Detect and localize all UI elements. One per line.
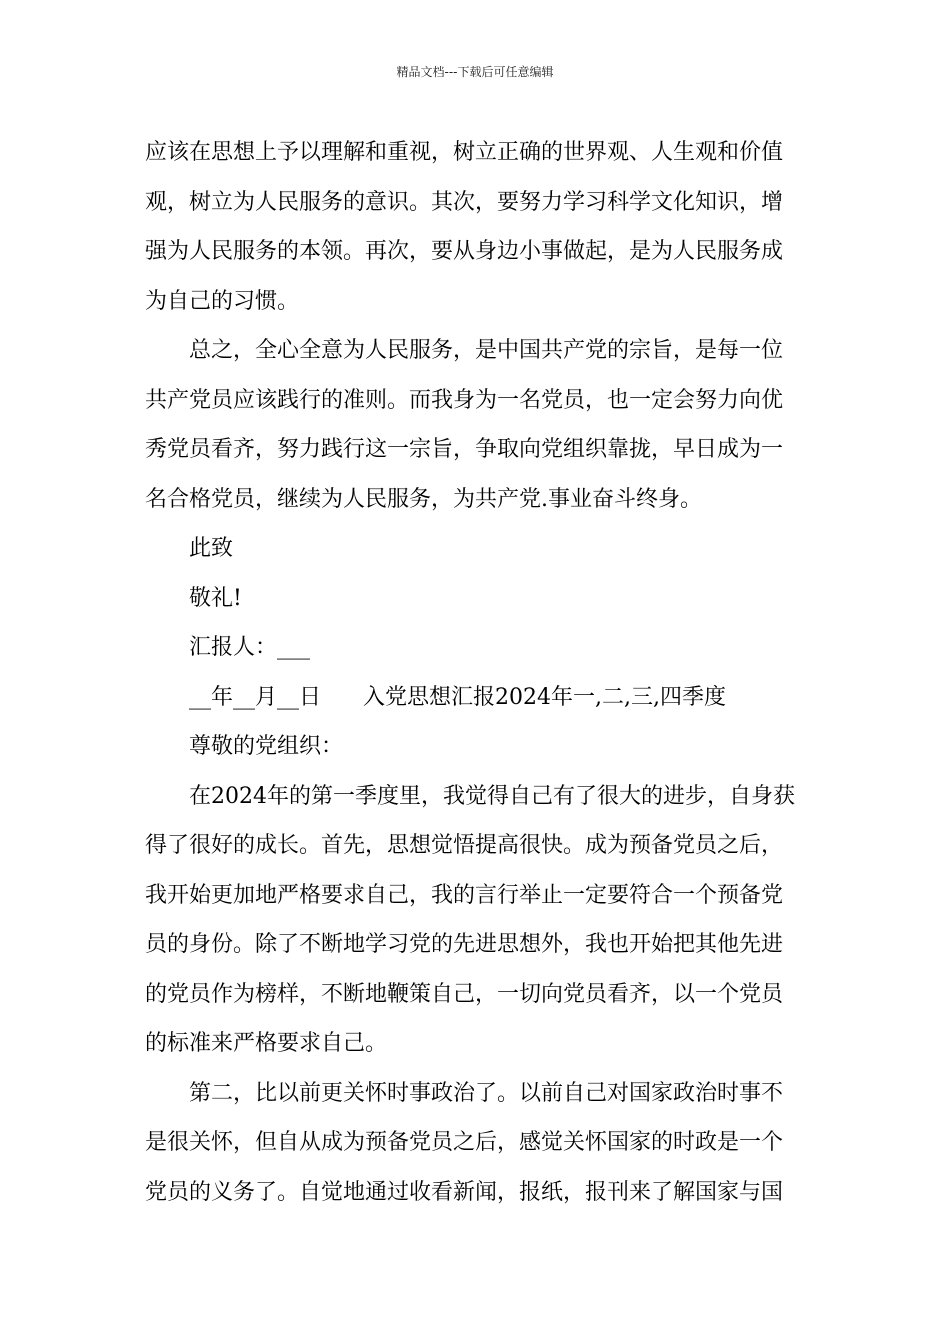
text-line: 员的身份。除了不断地学习党的先进思想外，我也开始把其他先进 [145, 932, 784, 957]
text-line: 秀党员看齐，努力践行这一宗旨，争取向党组织靠拢，早日成为一 [145, 437, 784, 462]
date-placeholder: __年__月__日 [189, 684, 322, 710]
text-line: 我开始更加地严格要求自己，我的言行举止一定要符合一个预备党 [145, 882, 784, 908]
page-header: 精品文档---下载后可任意编辑 [396, 65, 554, 79]
text-line: 在2024年的第一季度里，我觉得自己有了很大的进步，自身获 [189, 783, 795, 809]
text-line: 总之，全心全意为人民服务，是中国共产党的宗旨，是每一位 [189, 338, 784, 363]
closing-salutation: 此致 [189, 536, 234, 561]
document-body [145, 128, 809, 1217]
text-line: 得了很好的成长。首先，思想觉悟提高很快。成为预备党员之后， [145, 833, 784, 858]
closing-regards: 敬礼! [189, 585, 242, 611]
text-line: 的党员作为榜样，不断地鞭策自己，一切向党员看齐，以一个党员 [145, 981, 784, 1007]
reporter-line: 汇报人：___ [189, 635, 311, 660]
text-line: 观，树立为人民服务的意识。其次，要努力学习科学文化知识，增 [145, 189, 784, 215]
text-line: 为自己的习惯。 [145, 288, 300, 314]
text-line: 是很关怀，但自从成为预备党员之后，感觉关怀国家的时政是一个 [145, 1130, 784, 1155]
text-line: 的标准来严格要求自己。 [145, 1031, 388, 1056]
text-line: 共产党员应该践行的准则。而我身为一名党员，也一定会努力向优 [145, 387, 784, 413]
text-line: 应该在思想上予以理解和重视，树立正确的世界观、人生观和价值 [145, 140, 784, 165]
text-line: 名合格党员，继续为人民服务，为共产党.事业奋斗终身。 [145, 486, 702, 512]
greeting: 尊敬的党组织： [189, 734, 344, 759]
text-line: 党员的义务了。自觉地通过收看新闻，报纸，报刊来了解国家与国 [145, 1179, 784, 1205]
report-title: 入党思想汇报2024年一,二,三,四季度 [363, 684, 726, 710]
text-line: 第二，比以前更关怀时事政治了。以前自己对国家政治时事不 [189, 1080, 784, 1106]
date-title-line [145, 673, 809, 723]
text-line: 强为人民服务的本领。再次，要从身边小事做起，是为人民服务成 [145, 239, 784, 264]
